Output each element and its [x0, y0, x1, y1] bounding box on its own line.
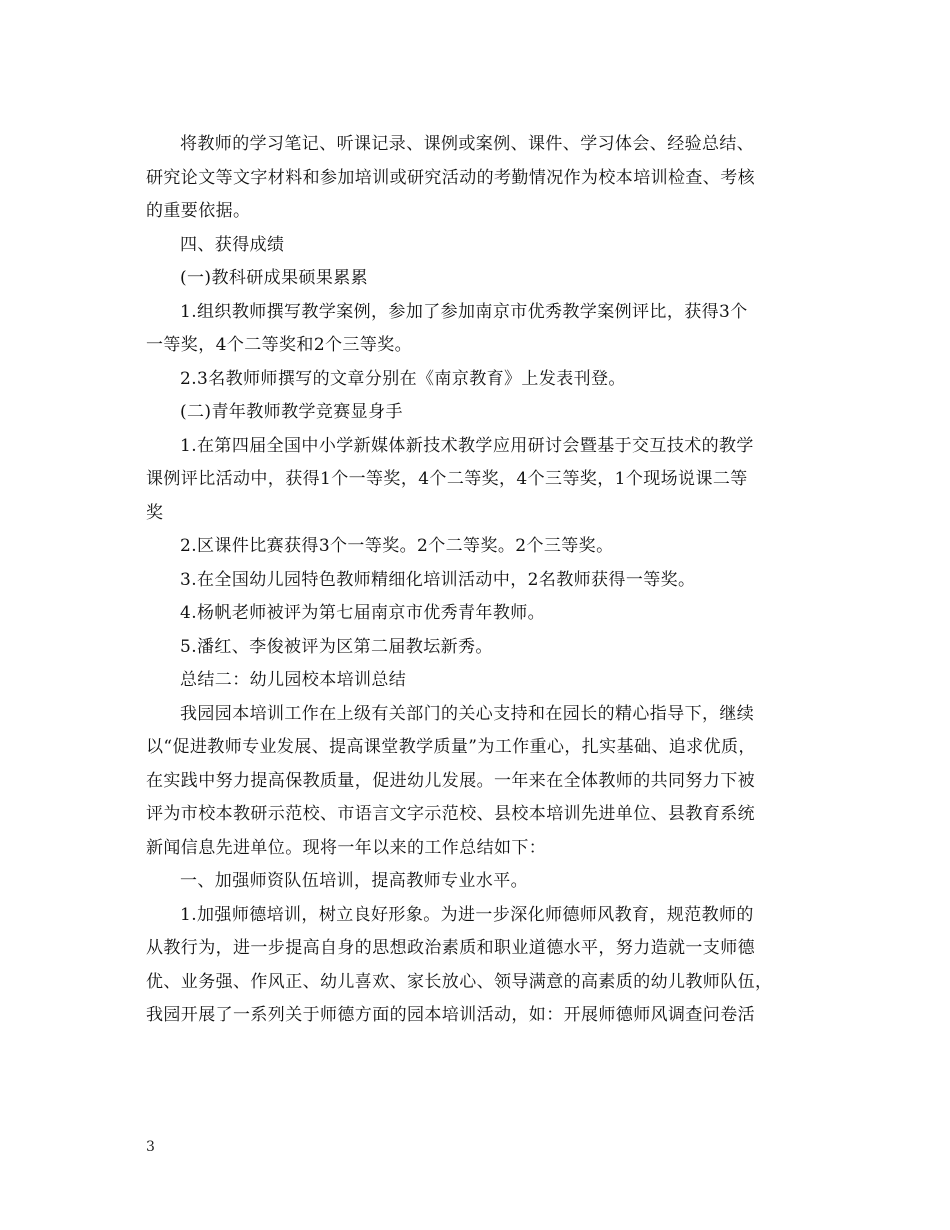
text-line: 评为市校本教研示范校、市语言文字示范校、县校本培训先进单位、县教育系统	[146, 804, 755, 824]
text-line: 新闻信息先进单位。现将一年以来的工作总结如下：	[146, 837, 547, 858]
body-text	[146, 128, 816, 1033]
text-line: 以“促进教师专业发展、提高课堂教学质量”为工作重心，扎实基础、追求优质，	[146, 737, 756, 757]
text-line: 4.杨帆老师被评为第七届南京市优秀青年教师。	[180, 603, 546, 623]
text-line: 课例评比活动中，获得1个一等奖，4个二等奖，4个三等奖，1个现场说课二等	[146, 469, 748, 489]
text-line: 总结二：幼儿园校本培训总结	[180, 670, 407, 690]
text-line: 1.组织教师撰写教学案例，参加了参加南京市优秀教学案例评比，获得3个	[180, 301, 748, 322]
text-line: 2.区课件比赛获得3个一等奖。2个二等奖。2个三等奖。	[180, 536, 614, 556]
text-line: 1.加强师德培训，树立良好形象。为进一步深化师德师风教育，规范教师的	[180, 904, 754, 925]
text-line: 优、业务强、作风正、幼儿喜欢、家长放心、领导满意的高素质的幼儿教师队伍，	[146, 971, 773, 992]
text-line: 我园园本培训工作在上级有关部门的关心支持和在园长的精心指导下，继续	[180, 703, 755, 724]
text-line: 一等奖，4个二等奖和2个三等奖。	[146, 335, 413, 355]
text-line: 5.潘红、李俊被评为区第二届教坛新秀。	[180, 636, 493, 657]
text-line: 1.在第四届全国中小学新媒体新技术教学应用研讨会暨基于交互技术的教学	[180, 435, 754, 456]
text-line: 四、获得成绩	[180, 234, 285, 255]
text-line: 3.在全国幼儿园特色教师精细化培训活动中，2名教师获得一等奖。	[180, 569, 696, 590]
text-line: (一)教科研成果硕果累累	[180, 268, 369, 288]
text-line: 在实践中努力提高保教质量，促进幼儿发展。一年来在全体教师的共同努力下被	[146, 770, 755, 791]
text-line: 从教行为，进一步提高自身的思想政治素质和职业道德水平，努力造就一支师德	[146, 938, 755, 958]
text-line: 研究论文等文字材料和参加培训或研究活动的考勤情况作为校本培训检查、考核	[146, 167, 755, 188]
text-line: 将教师的学习笔记、听课记录、课例或案例、课件、学习体会、经验总结、	[180, 134, 755, 154]
text-line: 2.3名教师师撰写的文章分别在《南京教育》上发表刊登。	[180, 368, 626, 389]
text-line: 的重要依据。	[146, 201, 251, 221]
text-line: 一、加强师资队伍培训，提高教师专业水平。	[180, 871, 528, 891]
text-line: 奖	[146, 502, 164, 523]
text-line: (二)青年教师教学竞赛显身手	[180, 402, 403, 422]
page-number: 3	[146, 1139, 155, 1155]
text-line: 我园开展了一系列关于师德方面的园本培训活动，如：开展师德师风调查问卷活	[146, 1005, 755, 1025]
